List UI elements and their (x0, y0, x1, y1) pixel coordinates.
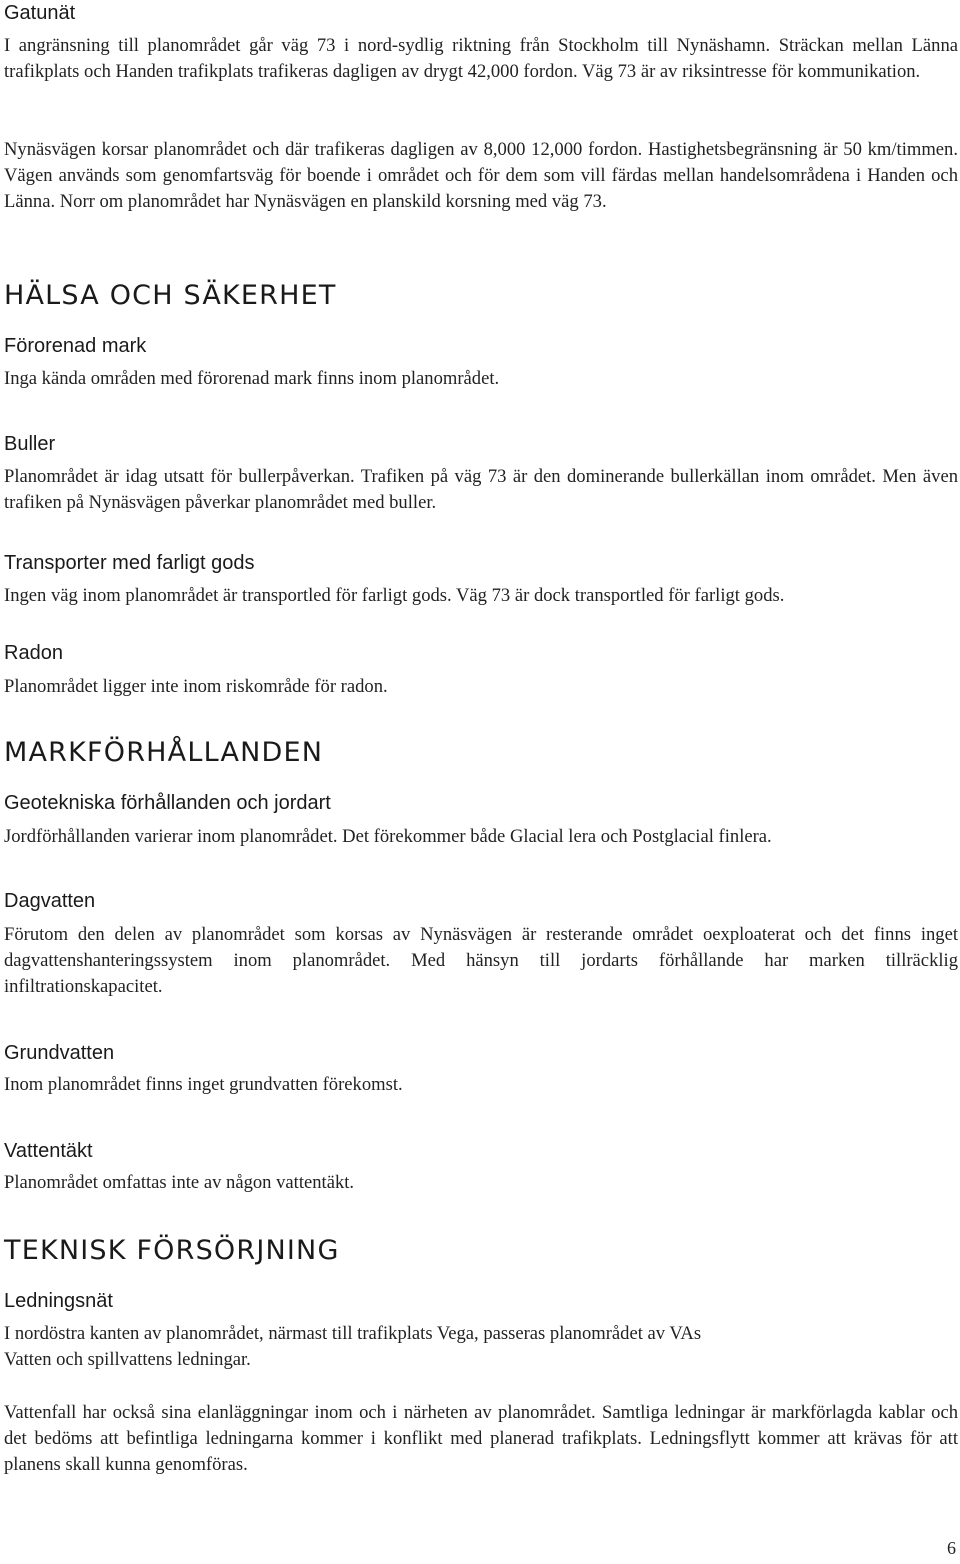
paragraph-geotekniska: Jordförhållanden varierar inom planområdet. Det förekommer både Glacial lera och Postglacial finlera. (4, 826, 772, 847)
paragraph-gatunat-1: I angränsning till planområdet går väg 73 i nord-sydlig riktning från Stockholm till Nynäshamn. Sträckan mellan Länna trafikplats och Handen trafikplats trafikeras dagligen av drygt 42,000 fordon. Väg 73 är av riksintresse för kommunikation. (4, 35, 958, 82)
heading-geotekniska: Geotekniska förhållanden och jordart (4, 792, 331, 814)
heading-fororenad-mark: Förorenad mark (4, 335, 147, 357)
paragraph-ledningsnat-2: Vattenfall har också sina elanläggningar inom och i närheten av planområdet. Samtliga ledningar är markförlagda kablar och det bedöms att befintliga ledningarna kommer i konflikt med planerad trafikplats. Ledningsflytt kommer att krävas för att planens skall kunna genomföras. (4, 1402, 958, 1475)
paragraph-dagvatten: Förutom den delen av planområdet som korsas av Nynäsvägen är resterande området oexploaterat och det finns inget dagvattenshanteringssystem inom planområdet. Med hänsyn till jordarts förhållande har marken tillräcklig infiltrationskapacitet. (4, 924, 958, 997)
paragraph-ledningsnat-1-line-2: Vatten och spillvattens ledningar. (4, 1349, 251, 1370)
section-title-markforhallanden: MARKFÖRHÅLLANDEN (4, 737, 324, 768)
paragraph-transporter: Ingen väg inom planområdet är transportled för farligt gods. Väg 73 är dock transportled för farligt gods. (4, 585, 785, 606)
heading-vattentakt: Vattentäkt (4, 1140, 93, 1162)
heading-buller: Buller (4, 433, 56, 455)
heading-radon: Radon (4, 642, 63, 664)
heading-dagvatten: Dagvatten (4, 890, 96, 912)
heading-gatunat: Gatunät (4, 2, 76, 24)
section-title-teknisk: TEKNISK FÖRSÖRJNING (4, 1235, 340, 1266)
paragraph-fororenad-mark: Inga kända områden med förorenad mark finns inom planområdet. (4, 368, 500, 389)
heading-ledningsnat: Ledningsnät (4, 1290, 113, 1312)
heading-grundvatten: Grundvatten (4, 1042, 115, 1064)
paragraph-vattentakt: Planområdet omfattas inte av någon vattentäkt. (4, 1172, 355, 1193)
section-title-halsa: HÄLSA OCH SÄKERHET (4, 280, 337, 311)
paragraph-gatunat-2: Nynäsvägen korsar planområdet och där trafikeras dagligen av 8,000 12,000 fordon. Hastighetsbegränsning är 50 km/timmen. Vägen används som genomfartsväg för boende i området och för dem som vill färdas mellan handelsområdena i Handen och Länna. Norr om planområdet har Nynäsvägen en planskild korsning med väg 73. (4, 139, 958, 212)
page-number: 6 (947, 1538, 956, 1558)
paragraph-radon: Planområdet ligger inte inom riskområde för radon. (4, 676, 388, 697)
paragraph-grundvatten: Inom planområdet finns inget grundvatten förekomst. (4, 1074, 403, 1095)
paragraph-ledningsnat-1-line-1: I nordöstra kanten av planområdet, närmast till trafikplats Vega, passeras planområdet av VAs (4, 1323, 702, 1344)
heading-transporter: Transporter med farligt gods (4, 552, 255, 574)
paragraph-buller: Planområdet är idag utsatt för bullerpåverkan. Trafiken på väg 73 är den dominerande bullerkällan inom området. Men även trafiken på Nynäsvägen påverkar planområdet med buller. (4, 466, 958, 513)
